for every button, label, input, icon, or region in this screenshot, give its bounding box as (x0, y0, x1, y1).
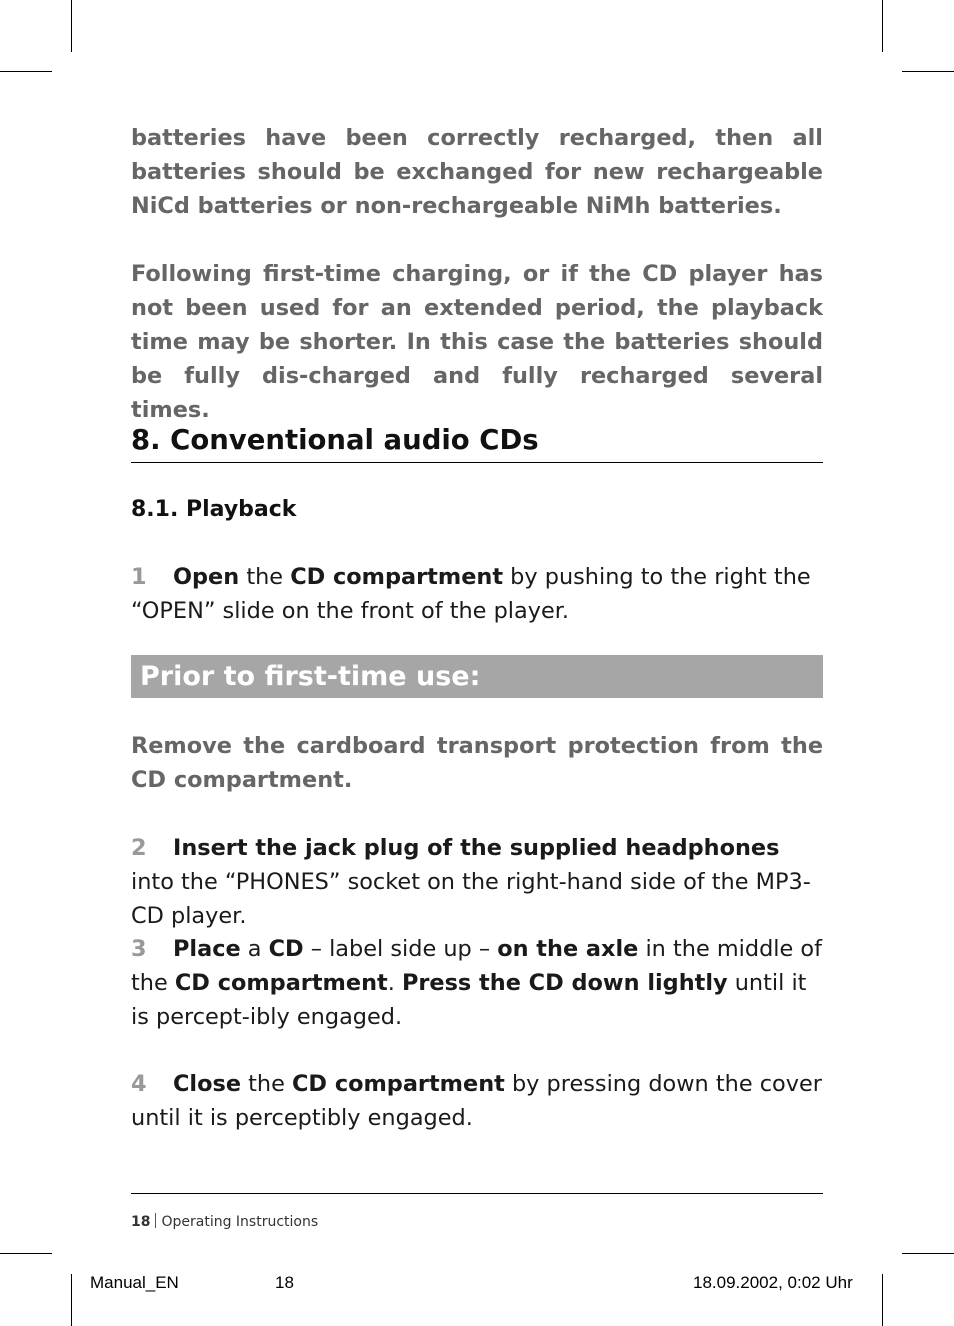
step-emphasis: on the axle (497, 936, 639, 962)
step-text: – label side up – (303, 936, 498, 962)
step-number: 4 (131, 1071, 147, 1097)
step-2 (131, 831, 823, 933)
step-number: 3 (131, 936, 147, 962)
step-text: by pushing to the right the “OPEN” slide on the front of the player. (131, 564, 811, 624)
step-emphasis: Open (173, 564, 240, 590)
notice-text-block (131, 729, 823, 797)
crop-mark (71, 0, 72, 52)
step-text: by pressing down the cover until it is perceptibly engaged. (131, 1071, 822, 1131)
slug-date: 18.09.2002, 0:02 Uhr (693, 1273, 853, 1292)
step-emphasis: Press the CD down lightly (401, 970, 728, 996)
step-emphasis: Insert the jack plug of the supplied headphones (173, 835, 780, 861)
warning-paragraph: Following first-time charging, or if the CD player has not been used for an extended period, the playback time may be shorter. In this case the batteries should be fully dis-charged and fully recharged several times. (131, 261, 823, 423)
crop-mark (71, 1274, 72, 1326)
step-text: the (241, 1071, 292, 1097)
step-1 (131, 560, 823, 628)
crop-mark (902, 71, 954, 72)
step-emphasis: Place (173, 936, 241, 962)
step-emphasis: Close (173, 1071, 242, 1097)
step-text: in the middle of the (131, 936, 823, 996)
subsection-heading: 8.1. Playback (131, 497, 297, 522)
step-number: 2 (131, 835, 147, 861)
notice-banner: Prior to first-time use: (131, 655, 823, 698)
crop-mark (0, 1253, 52, 1254)
slug-filename: Manual_EN (90, 1273, 179, 1292)
step-emphasis: CD compartment (174, 970, 388, 996)
step-3 (131, 932, 823, 1034)
step-number: 1 (131, 564, 147, 590)
step-emphasis: CD compartment (292, 1071, 505, 1097)
warning-paragraph: batteries have been correctly recharged, then all batteries should be exchanged for new rechargeable NiCd batteries or non-rechargeable NiMh batteries. (131, 125, 823, 219)
step-4 (131, 1067, 823, 1135)
page-footer (131, 1212, 318, 1232)
crop-mark (902, 1253, 954, 1254)
step-text: a (240, 936, 269, 962)
section-heading: 8. Conventional audio CDs (131, 420, 823, 463)
step-emphasis: CD (268, 936, 304, 962)
footer-rule (131, 1193, 823, 1194)
step-emphasis: CD compartment (290, 564, 504, 590)
crop-mark (882, 0, 883, 52)
footer-divider (155, 1213, 156, 1228)
crop-mark (882, 1274, 883, 1326)
slug-page: 18 (275, 1273, 294, 1292)
footer-label: Operating Instructions (161, 1214, 319, 1230)
notice-text: Remove the cardboard transport protection from the CD compartment. (131, 733, 823, 793)
page-number: 18 (131, 1214, 151, 1230)
step-text: the (239, 564, 291, 590)
crop-mark (0, 71, 52, 72)
step-text: into the “PHONES” socket on the right-hand side of the MP3-CD player. (131, 869, 811, 929)
step-text: until it is percept-ibly engaged. (131, 970, 807, 1030)
battery-warning-block (131, 121, 823, 427)
step-text: . (387, 970, 402, 996)
